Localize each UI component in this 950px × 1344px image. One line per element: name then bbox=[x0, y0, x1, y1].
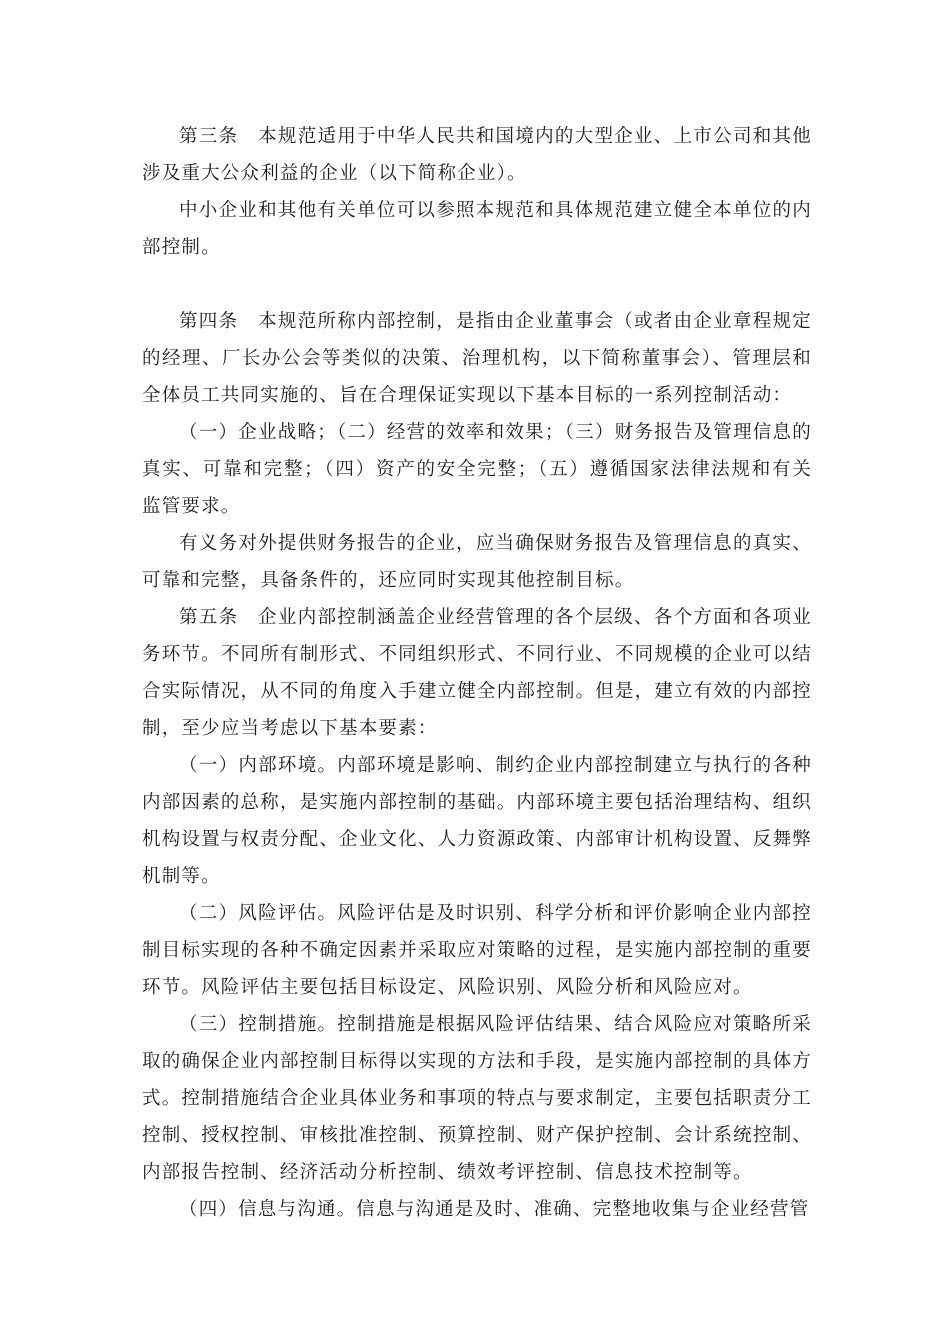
article-4-objectives-paragraph: （一）企业战略；（二）经营的效率和效果；（三）财务报告及管理信息的真实、可靠和完整；（四）资产的安全完整；（五）遵循国家法律法规和有关监管要求。 bbox=[142, 422, 812, 517]
document-body bbox=[142, 118, 812, 1228]
element-control-measures-paragraph: （三）控制措施。控制措施是根据风险评估结果、结合风险应对策略所采取的确保企业内部控制目标得以实现的方法和手段，是实施内部控制的具体方式。控制措施结合企业具体业务和事项的特点与要求制定，主要包括职责分工控制、授权控制、审核批准控制、预算控制、财产保护控制、会计系统控制、内部报告控制、经济活动分析控制、绩效考评控制、信息技术控制等。 bbox=[142, 1014, 812, 1183]
element-information-communication-paragraph: （四）信息与沟通。信息与沟通是及时、准确、完整地收集与企业经营管 bbox=[179, 1199, 810, 1220]
article-5-paragraph: 第五条 企业内部控制涵盖企业经营管理的各个层级、各个方面和各项业务环节。不同所有制形式、不同组织形式、不同行业、不同规模的企业可以结合实际情况，从不同的角度入手建立健全内部控制。但是，建立有效的内部控制，至少应当考虑以下基本要素： bbox=[142, 607, 812, 739]
element-internal-environment-paragraph: （一）内部环境。内部环境是影响、制约企业内部控制建立与执行的各种内部因素的总称，是实施内部控制的基础。内部环境主要包括治理结构、组织机构设置与权责分配、企业文化、人力资源政策、内部审计机构设置、反舞弊机制等。 bbox=[142, 755, 812, 887]
article-4-paragraph: 第四条 本规范所称内部控制，是指由企业董事会（或者由企业章程规定的经理、厂长办公会等类似的决策、治理机构，以下简称董事会）、管理层和全体员工共同实施的、旨在合理保证实现以下基本目标的一系列控制活动： bbox=[142, 311, 812, 406]
article-3-paragraph: 第三条 本规范适用于中华人民共和国境内的大型企业、上市公司和其他涉及重大公众利益的企业（以下简称企业）。 bbox=[142, 126, 812, 184]
article-4-reporting-paragraph: 有义务对外提供财务报告的企业，应当确保财务报告及管理信息的真实、可靠和完整，具备条件的，还应同时实现其他控制目标。 bbox=[142, 533, 812, 591]
element-risk-assessment-paragraph: （二）风险评估。风险评估是及时识别、科学分析和评价影响企业内部控制目标实现的各种不确定因素并采取应对策略的过程，是实施内部控制的重要环节。风险评估主要包括目标设定、风险识别、风险分析和风险应对。 bbox=[142, 903, 812, 998]
article-3-sme-paragraph: 中小企业和其他有关单位可以参照本规范和具体规范建立健全本单位的内部控制。 bbox=[142, 200, 812, 258]
